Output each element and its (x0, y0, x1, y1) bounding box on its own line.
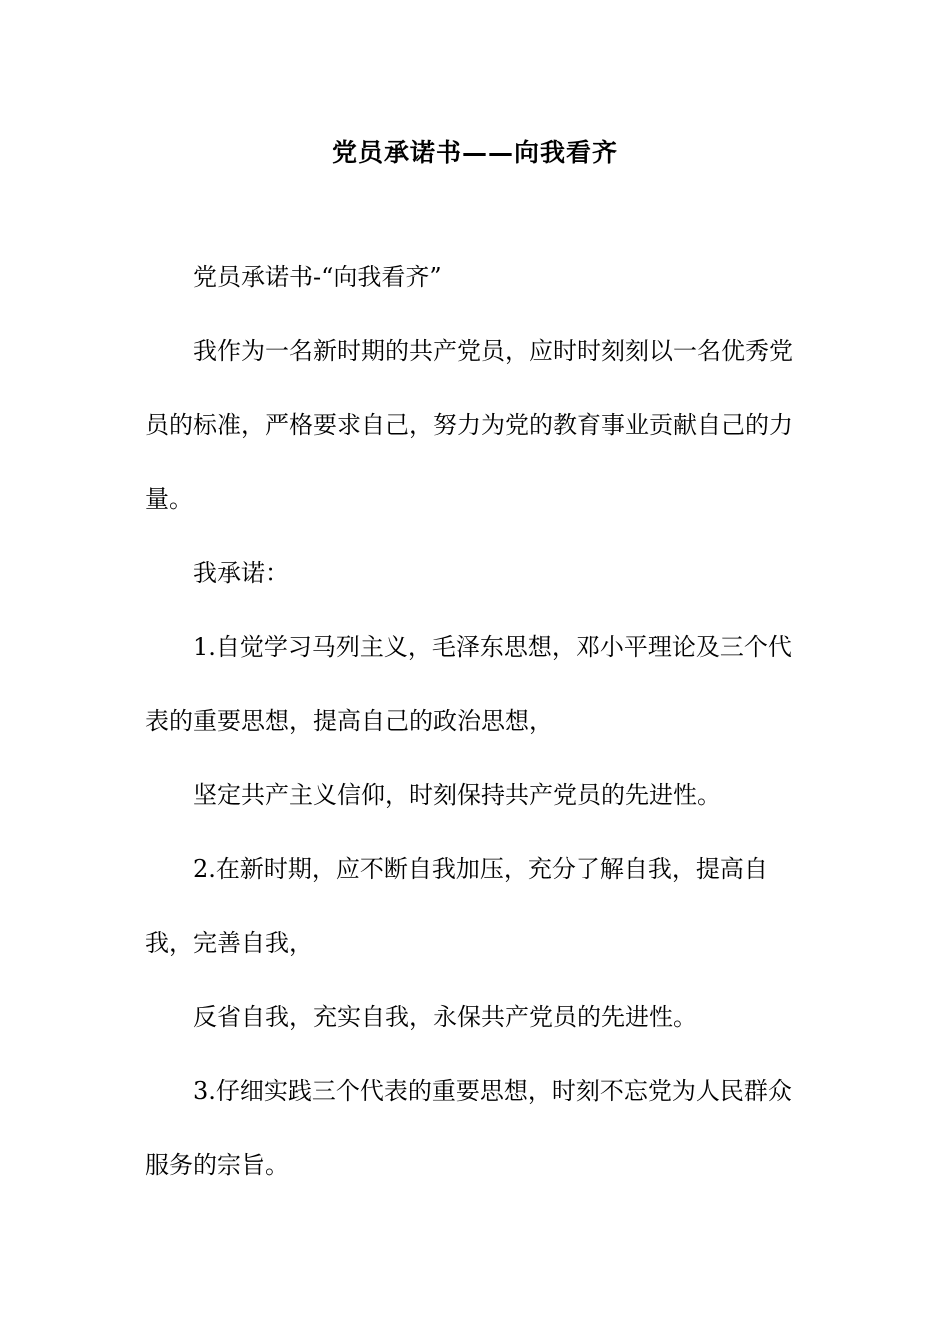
paragraph-item-1-continued: 坚定共产主义信仰，时刻保持共产党员的先进性。 (193, 781, 721, 809)
paragraph-pledge-lead: 我承诺： (193, 559, 289, 587)
paragraph-item-3: 3.仔细实践三个代表的重要思想，时刻不忘党为人民群众服务的宗旨。 (145, 1077, 792, 1179)
document-title: 党员承诺书——向我看齐 (331, 138, 618, 167)
paragraph-item-1: 1.自觉学习马列主义，毛泽东思想，邓小平理论及三个代表的重要思想，提高自己的政治思想， (145, 633, 792, 735)
paragraph-item-2: 2.在新时期，应不断自我加压，充分了解自我，提高自我，完善自我， (145, 855, 768, 957)
paragraph-heading: 党员承诺书-“向我看齐” (193, 263, 442, 291)
paragraph-item-2-continued: 反省自我，充实自我，永保共产党员的先进性。 (193, 1003, 697, 1031)
paragraph-intro: 我作为一名新时期的共产党员，应时时刻刻以一名优秀党员的标准，严格要求自己，努力为党的教育事业贡献自己的力量。 (145, 337, 793, 513)
